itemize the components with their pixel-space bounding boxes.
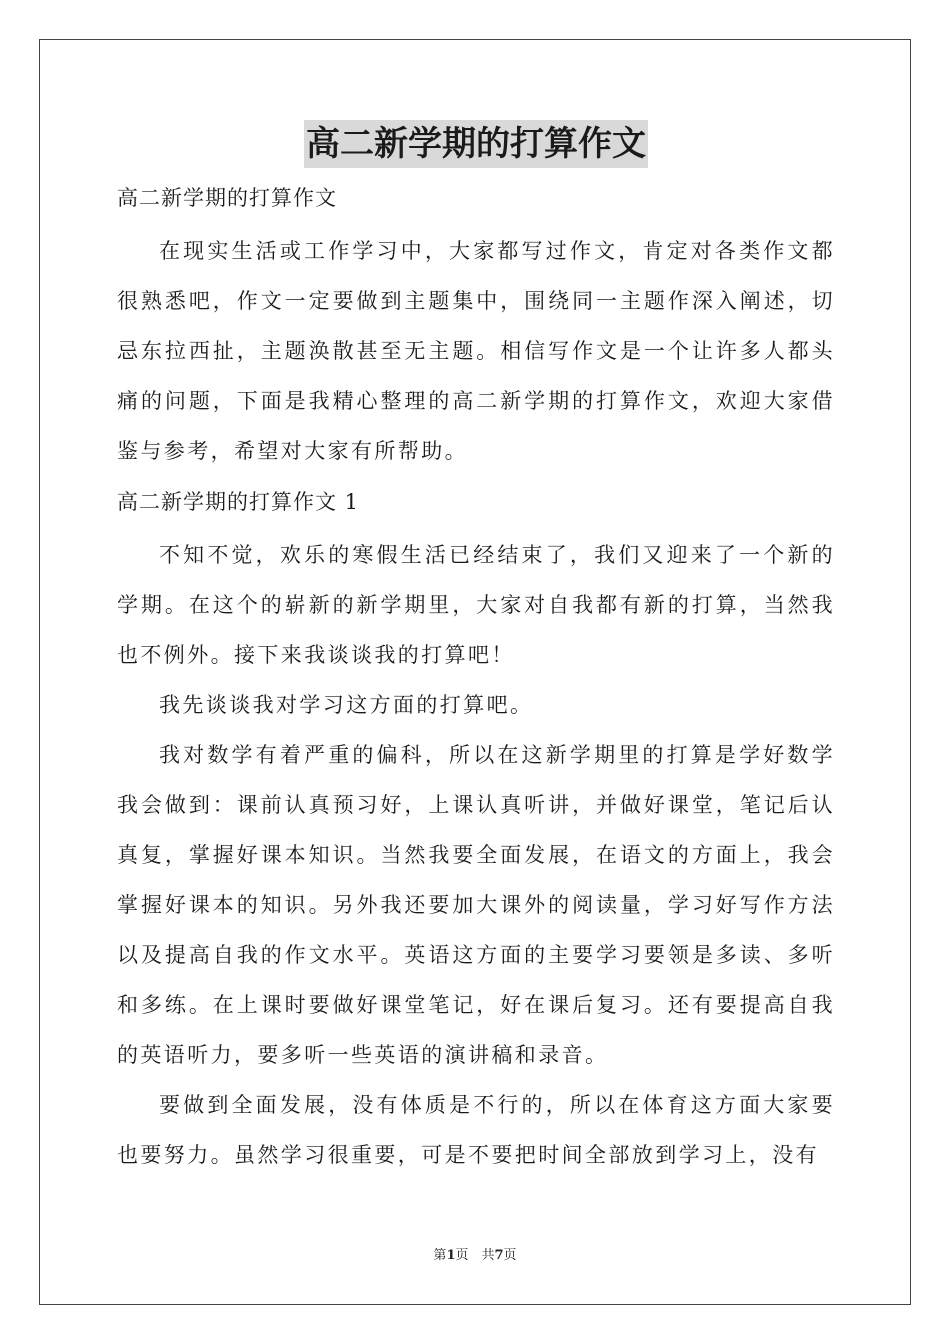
current-page-number: 1 [446, 1248, 456, 1263]
document-title: 高二新学期的打算作文 [304, 120, 648, 168]
title-wrapper [117, 120, 835, 172]
section-heading: 高二新学期的打算作文 1 [117, 490, 360, 514]
body-paragraph-4: 要做到全面发展，没有体质是不行的，所以在体育这方面大家要也要努力。虽然学习很重要，可是不要把时间全部放到学习上，没有 [117, 1093, 835, 1167]
body-paragraph-3: 我对数学有着严重的偏科，所以在这新学期里的打算是学好数学我会做到：课前认真预习好，上课认真听讲，并做好课堂，笔记后认真复，掌握好课本知识。当然我要全面发展，在语文的方面上，我会掌握好课本的知识。另外我还要加大课外的阅读量，学习好写作方法以及提高自我的作文水平。英语这方面的主要学习要领是多读、多听和多练。在上课时要做好课堂笔记，好在课后复习。还有要提高自我的英语听力，要多听一些英语的演讲稿和录音。 [117, 743, 835, 1067]
total-pages-number: 7 [494, 1248, 504, 1263]
body-paragraph-1: 不知不觉，欢乐的寒假生活已经结束了，我们又迎来了一个新的学期。在这个的崭新的新学期里，大家对自我都有新的打算，当然我也不例外。接下来我谈谈我的打算吧！ [117, 543, 835, 667]
body-paragraph-2: 我先谈谈我对学习这方面的打算吧。 [159, 693, 534, 717]
footer-middle: 页 共 [455, 1248, 495, 1263]
intro-paragraph: 在现实生活或工作学习中，大家都写过作文，肯定对各类作文都很熟悉吧，作文一定要做到主题集中，围绕同一主题作深入阐述，切忌东拉西扯，主题涣散甚至无主题。相信写作文是一个让许多人都头痛的问题，下面是我精心整理的高二新学期的打算作文，欢迎大家借鉴与参考，希望对大家有所帮助。 [117, 239, 835, 463]
page-footer [0, 1247, 950, 1265]
footer-prefix: 第 [433, 1248, 447, 1263]
document-subtitle: 高二新学期的打算作文 [117, 186, 337, 210]
document-body [117, 120, 835, 1180]
footer-suffix: 页 [503, 1248, 517, 1263]
